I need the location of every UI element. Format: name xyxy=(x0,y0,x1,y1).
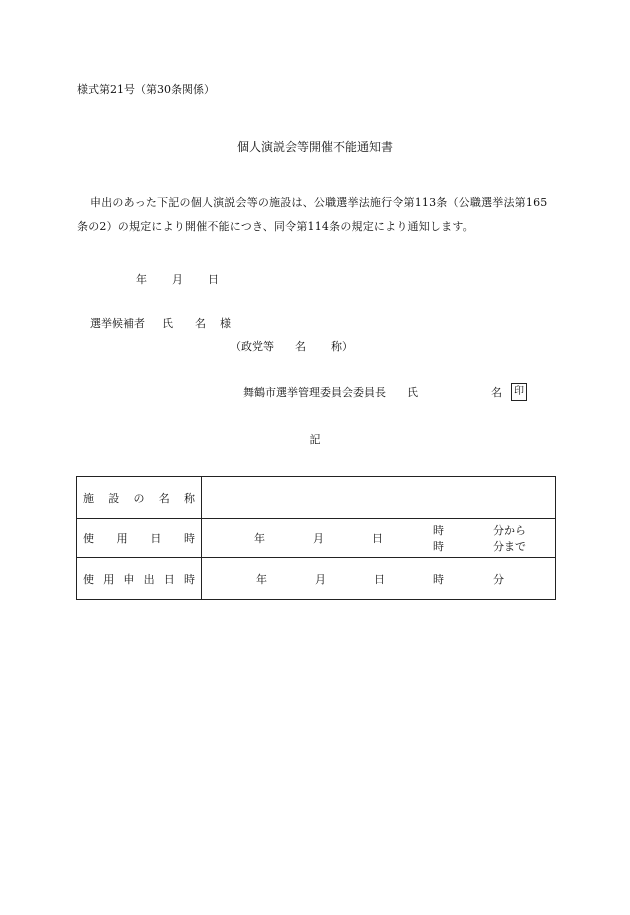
application-datetime-label: 使 用 申 出 日 時 xyxy=(83,573,195,586)
candidate-label: 選挙候補者 xyxy=(90,317,145,330)
body-text-line-2: 条の2）の規定により開催不能につき、同令第114条の規定により通知します。 xyxy=(77,220,474,233)
candidate-honorific: 様 xyxy=(220,317,231,330)
application-month: 月 xyxy=(315,573,326,586)
body-text-line-1: 申出のあった下記の個人演説会等の施設は、公職選挙法施行令第113条（公職選挙法第165 xyxy=(90,196,548,209)
usage-minute-to: 分まで xyxy=(493,540,526,553)
usage-datetime-label: 使 用 日 時 xyxy=(83,532,195,545)
date-month: 月 xyxy=(172,273,183,286)
document-title: 個人演説会等開催不能通知書 xyxy=(236,140,393,154)
seal-stamp: 印 xyxy=(511,383,527,401)
usage-year: 年 xyxy=(254,532,265,545)
details-table xyxy=(76,476,556,600)
application-day: 日 xyxy=(374,573,385,586)
party-label-c: 称） xyxy=(331,340,353,353)
usage-hour-to: 時 xyxy=(433,540,444,553)
usage-hour-from: 時 xyxy=(433,524,444,537)
candidate-name-label-a: 氏 xyxy=(162,317,173,330)
candidate-name-label-b: 名 xyxy=(195,317,206,330)
date-year: 年 xyxy=(136,273,147,286)
party-label-b: 名 xyxy=(295,340,306,353)
table-divider-2 xyxy=(77,557,555,558)
table-divider-1 xyxy=(77,518,555,519)
sender-name-label-a: 氏 xyxy=(407,386,418,399)
usage-month: 月 xyxy=(313,532,324,545)
sender-name-label-b: 名 xyxy=(491,386,502,399)
date-day: 日 xyxy=(208,273,219,286)
facility-name-label: 施 設 の 名 称 xyxy=(83,492,195,505)
application-year: 年 xyxy=(256,573,267,586)
table-label-divider xyxy=(201,477,202,599)
application-hour: 時 xyxy=(433,573,444,586)
form-number: 様式第21号（第30条関係） xyxy=(77,83,215,96)
sender-title: 舞鶴市選挙管理委員会委員長 xyxy=(243,386,386,399)
usage-day: 日 xyxy=(372,532,383,545)
ki-heading: 記 xyxy=(309,433,321,446)
application-minute: 分 xyxy=(493,573,504,586)
party-label-a: （政党等 xyxy=(230,340,274,353)
usage-minute-from: 分から xyxy=(493,524,526,537)
